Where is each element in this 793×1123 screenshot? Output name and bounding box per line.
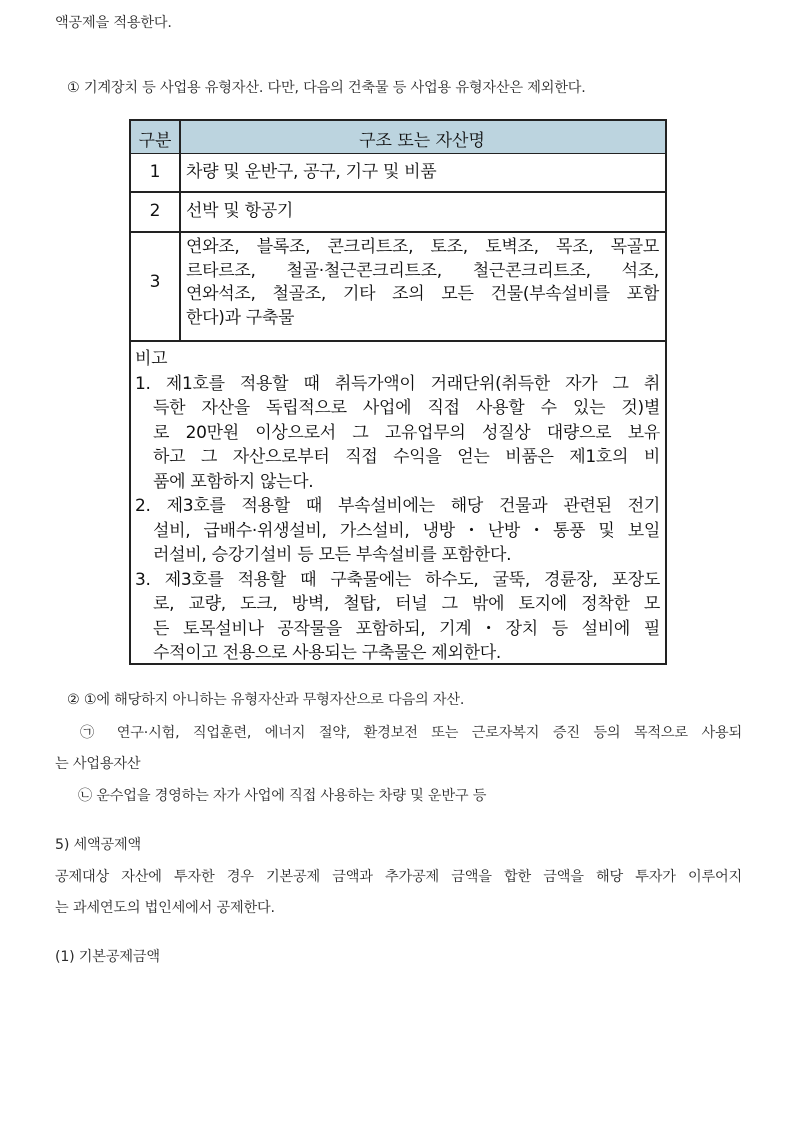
header-structure-or-asset: 구조 또는 자산명 <box>359 131 485 151</box>
note-line: 러설비, 승강기설비 등 모든 부속설비를 포함한다. <box>153 545 512 565</box>
row-line: 르타르조, 철골·철근콘크리트조, 철근콘크리트조, 석조, <box>186 260 659 281</box>
note-line: 로, 교량, 도크, 방벽, 철탑, 터널 그 밖에 토지에 정착한 모 <box>153 594 660 614</box>
section-5-line-1: 공제대상 자산에 투자한 경우 기본공제 금액과 추가공제 금액을 합한 금액을 해당 투자가 이루어지 <box>55 869 742 885</box>
note-line: 수적이고 전용으로 사용되는 구축물은 제외한다. <box>153 643 501 663</box>
note-line: 3. 제3호를 적용할 때 구축물에는 하수도, 굴뚝, 경륜장, 포장도 <box>135 569 660 590</box>
asset-exclusion-table <box>129 119 667 665</box>
row-divider <box>131 191 665 193</box>
row-line: 선박 및 항공기 <box>186 201 293 221</box>
row-number: 3 <box>149 272 161 292</box>
row-divider <box>131 231 665 233</box>
row-number: 1 <box>149 162 161 182</box>
note-line: 2. 제3호를 적용할 때 부속설비에는 해당 건물과 관련된 전기 <box>135 496 660 516</box>
item-2a-line-1: ㉠ 연구·시험, 직업훈련, 에너지 절약, 환경보전 또는 근로자복지 증진 등의 목적으로 사용되 <box>80 725 742 741</box>
subsection-1-title: (1) 기본공제금액 <box>55 949 160 965</box>
row-divider <box>131 340 665 342</box>
row-line: 연와조, 블록조, 콘크리트조, 토조, 토벽조, 목조, 목골모 <box>186 237 659 257</box>
note-line: 로 20만원 이상으로서 그 고유업무의 성질상 대량으로 보유 <box>153 422 660 443</box>
note-line: 든 토목설비나 공작물을 포함하되, 기계・장치 등 설비에 필 <box>153 618 660 639</box>
note-line: 하고 그 자산으로부터 직접 수익을 얻는 비품은 제1호의 비 <box>153 447 660 467</box>
row-line: 차량 및 운반구, 공구, 기구 및 비품 <box>186 162 437 182</box>
item-2b-text: ㉡ 운수업을 경영하는 자가 사업에 직접 사용하는 차량 및 운반구 등 <box>78 788 487 804</box>
note-line: 득한 자산을 독립적으로 사업에 직접 사용할 수 있는 것)별 <box>153 398 660 418</box>
item-1-text: ① 기계장치 등 사업용 유형자산. 다만, 다음의 건축물 등 사업용 유형자산은 제외한다. <box>67 80 586 96</box>
item-2-text: ② ①에 해당하지 아니하는 유형자산과 무형자산으로 다음의 자산. <box>67 692 465 708</box>
note-line: 품에 포함하지 않는다. <box>153 471 314 492</box>
continued-text: 액공제을 적용한다. <box>55 15 172 31</box>
table-header <box>131 121 665 154</box>
note-line: 설비, 급배수·위생설비, 가스설비, 냉방・난방・통풍 및 보일 <box>153 520 660 541</box>
section-5-title: 5) 세액공제액 <box>55 837 141 853</box>
row-line: 연와석조, 철골조, 기타 조의 모든 건물(부속설비를 포함 <box>186 284 659 304</box>
section-5-line-2: 는 과세연도의 법인세에서 공제한다. <box>55 900 275 916</box>
row-number: 2 <box>149 201 161 221</box>
row-text <box>186 161 659 185</box>
row-line: 한다)과 구축물 <box>186 307 295 328</box>
row-text <box>186 236 659 330</box>
row-text <box>186 200 659 224</box>
notes-title: 비고 <box>135 349 168 369</box>
item-2a-line-2: 는 사업용자산 <box>55 756 141 772</box>
note-line: 1. 제1호를 적용할 때 취득가액이 거래단위(취득한 자가 그 취 <box>135 373 660 394</box>
table-notes <box>135 347 660 666</box>
header-division: 구분 <box>138 131 172 151</box>
